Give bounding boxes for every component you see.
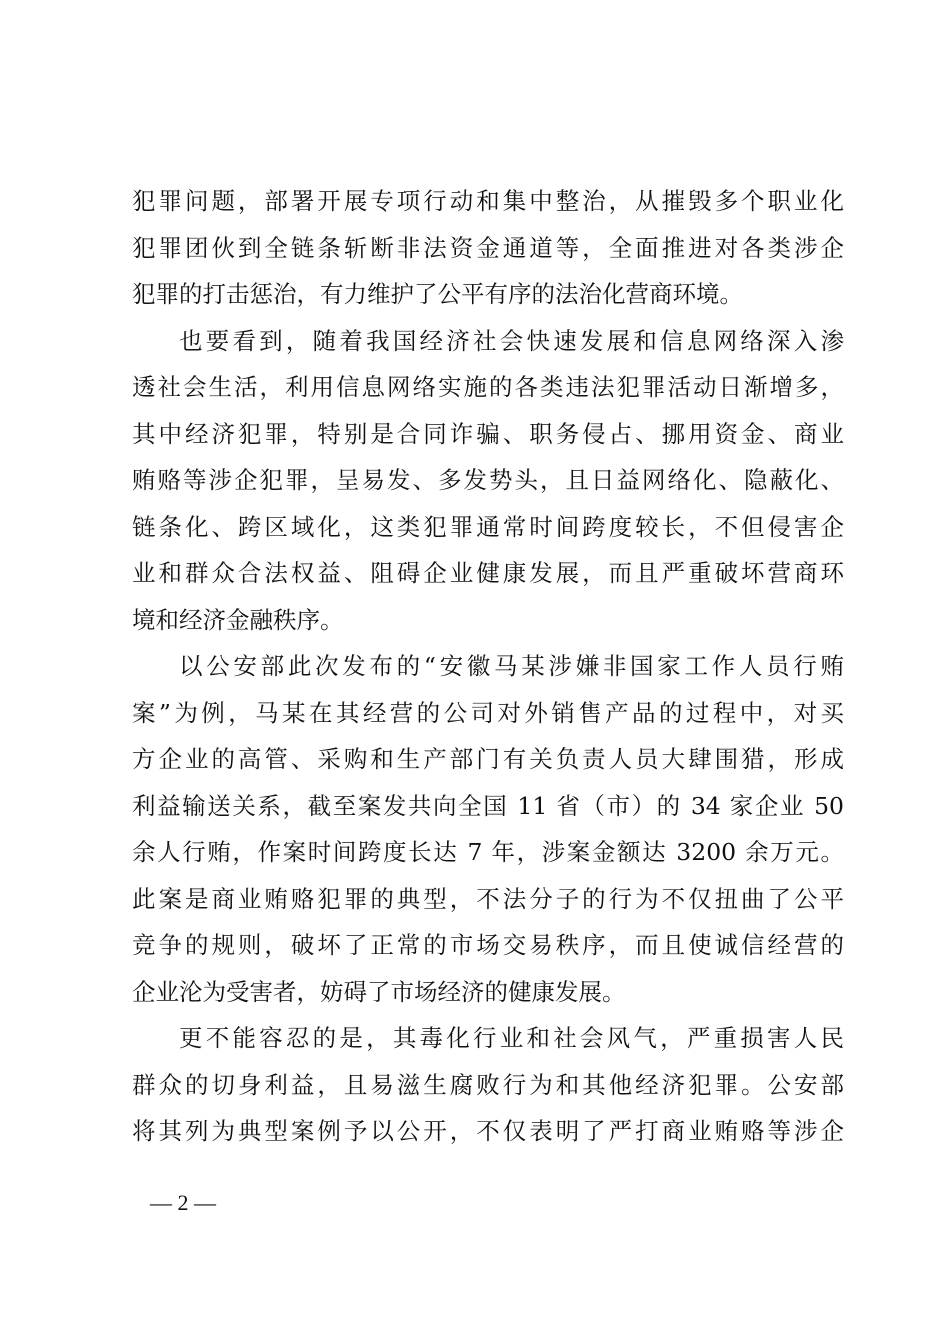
paragraph-line: 群众的切身利益，且易滋生腐败行为和其他经济犯罪。公安部 [132, 1070, 844, 1099]
paragraph-line: 方企业的高管、采购和生产部门有关负责人员大肆围猎，形成 [132, 745, 844, 773]
paragraph-line: 犯罪的打击惩治，有力维护了公平有序的法治化营商环境。 [132, 280, 743, 308]
paragraph-line: 以公安部此次发布的“安徽马某涉嫌非国家工作人员行贿 [179, 652, 844, 680]
paragraph-line: 业和群众合法权益、阻碍企业健康发展，而且严重破坏营商环 [132, 559, 844, 587]
paragraph-line: 竞争的规则，破坏了正常的市场交易秩序，而且使诚信经营的 [132, 931, 844, 959]
paragraph-line: 更不能容忍的是，其毒化行业和社会风气，严重损害人民 [179, 1024, 844, 1052]
paragraph-line: 境和经济金融秩序。 [132, 605, 344, 634]
paragraph-line: 此案是商业贿赂犯罪的典型，不法分子的行为不仅扭曲了公平 [132, 884, 844, 913]
paragraph-line: 利益输送关系，截至案发共向全国 11 省（市）的 34 家企业 50 [132, 791, 844, 820]
paragraph-line: 贿赂等涉企犯罪，呈易发、多发势头，且日益网络化、隐蔽化、 [132, 466, 844, 494]
paragraph-line: 其中经济犯罪，特别是合同诈骗、职务侵占、挪用资金、商业 [132, 419, 844, 448]
body-text [132, 178, 844, 1155]
paragraph-line: 将其列为典型案例予以公开，不仅表明了严打商业贿赂等涉企 [132, 1117, 844, 1145]
paragraph-line: 案”为例，马某在其经营的公司对外销售产品的过程中，对买 [132, 698, 844, 727]
paragraph-line: 链条化、跨区域化，这类犯罪通常时间跨度较长，不但侵害企 [132, 512, 844, 541]
paragraph-line: 也要看到，随着我国经济社会快速发展和信息网络深入渗 [179, 326, 844, 355]
paragraph-line: 犯罪团伙到全链条斩断非法资金通道等，全面推进对各类涉企 [132, 233, 844, 262]
paragraph-line: 余人行贿，作案时间跨度长达 7 年，涉案金额达 3200 余万元。 [132, 838, 844, 866]
paragraph-line: 企业沦为受害者，妨碍了市场经济的健康发展。 [132, 977, 626, 1006]
paragraph-line: 犯罪问题，部署开展专项行动和集中整治，从摧毁多个职业化 [132, 187, 844, 215]
page-number: — 2 — [150, 1190, 216, 1215]
paragraph-line: 透社会生活，利用信息网络实施的各类违法犯罪活动日渐增多， [132, 373, 844, 401]
